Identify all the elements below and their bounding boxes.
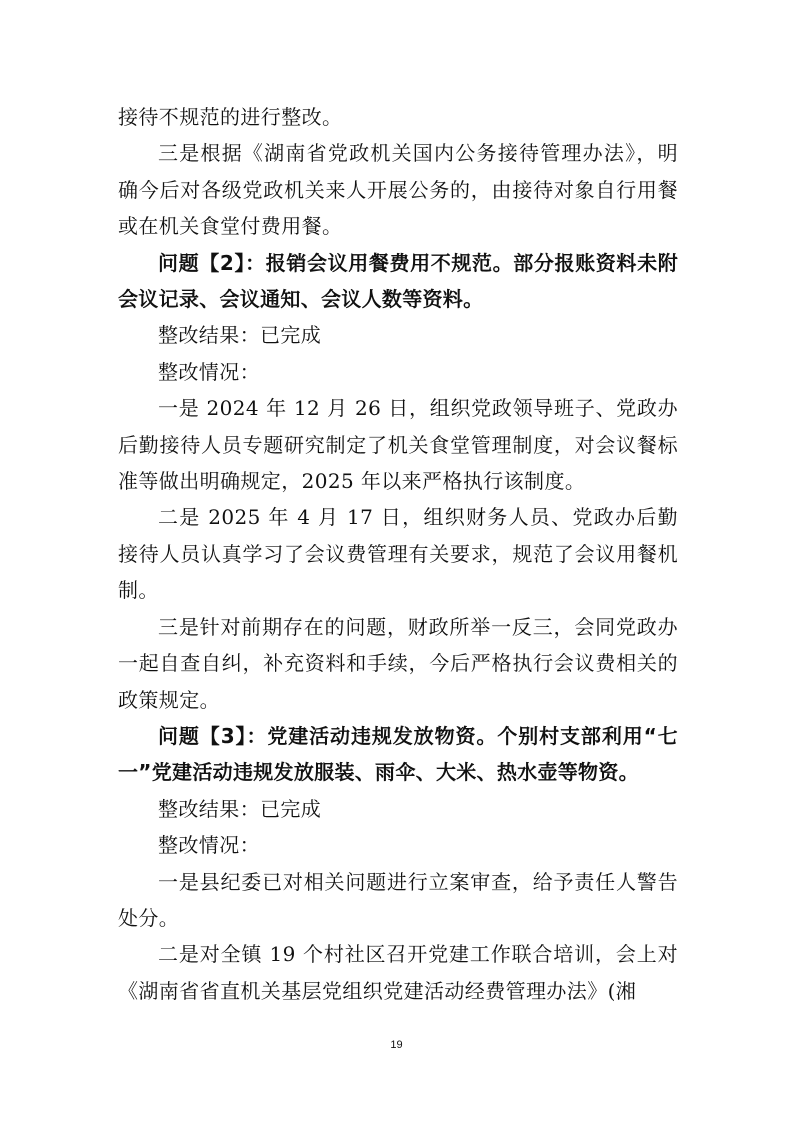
paragraph-6: 一是 2024 年 12 月 26 日，组织党政领导班子、党政办后勤接待人员专题研究制定了机关食堂管理制度，对会议餐标准等做出明确规定，2025 年以来严格执行该制度。	[118, 396, 678, 494]
rectification-result-2: 整改结果：已完成	[158, 796, 322, 821]
page-number: 19	[390, 1039, 403, 1051]
paragraph-13: 二是对全镇 19 个村社区召开党建工作联合培训，会上对《湖南省省直机关基层党组织党建活动经费管理办法》(湘	[118, 942, 678, 1003]
paragraph-2: 三是根据《湖南省党政机关国内公务接待管理办法》，明确今后对各级党政机关来人开展公务的，由接待对象自行用餐或在机关食堂付费用餐。	[118, 141, 678, 239]
paragraph-12: 一是县纪委已对相关问题进行立案审查，给予责任人警告处分。	[118, 869, 678, 930]
rectification-result-1: 整改结果：已完成	[158, 323, 322, 348]
paragraph-1: 接待不规范的进行整改。	[118, 105, 343, 129]
paragraph-7: 二是 2025 年 4 月 17 日，组织财务人员、党政办后勤接待人员认真学习了会议费管理有关要求，规范了会议用餐机制。	[118, 505, 678, 603]
rectification-status-label-1: 整改情况：	[158, 359, 260, 384]
page-content	[118, 99, 678, 1009]
issue-2-heading: 问题【2】：报销会议用餐费用不规范。部分报账资料未附会议记录、会议通知、会议人数等资料。	[118, 250, 678, 312]
paragraph-8: 三是针对前期存在的问题，财政所举一反三，会同党政办一起自查自纠，补充资料和手续，今后严格执行会议费相关的政策规定。	[118, 614, 678, 712]
rectification-status-label-2: 整改情况：	[158, 833, 260, 858]
issue-3-heading: 问题【3】：党建活动违规发放物资。个别村支部利用“七一”党建活动违规发放服装、雨伞、大米、热水壶等物资。	[118, 723, 678, 785]
